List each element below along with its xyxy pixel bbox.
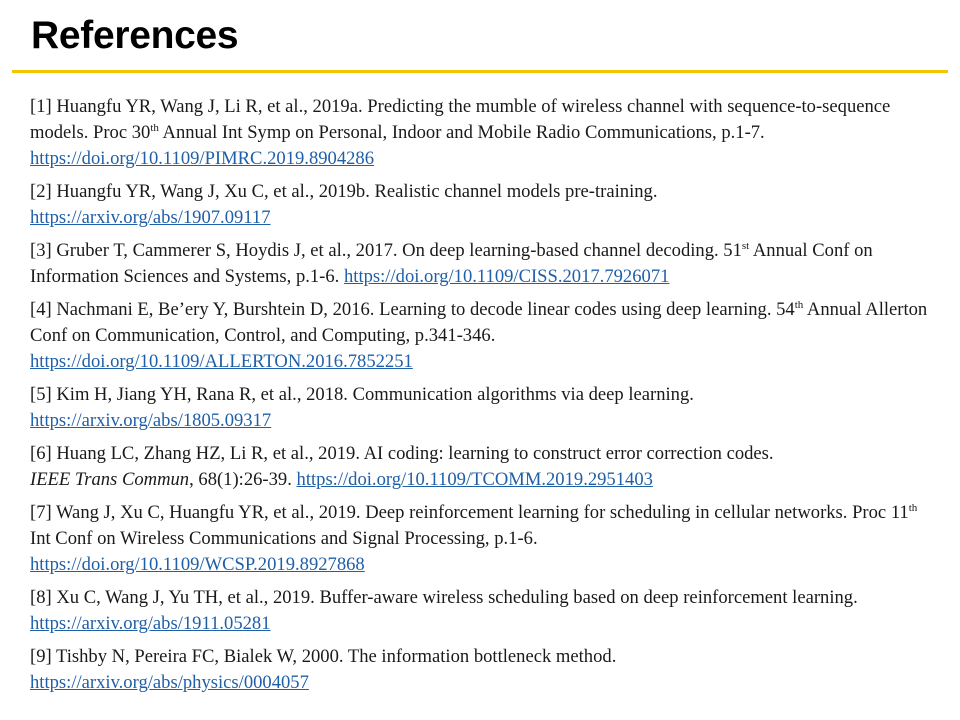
ordinal-suffix: st (741, 240, 750, 252)
reference-number: [2] (30, 181, 52, 202)
reference-item-2 (30, 179, 940, 231)
reference-text-cont: Annual Conf on Information Sciences and Systems, p.1-6. (30, 240, 873, 287)
reference-item-3 (30, 238, 940, 290)
reference-text: Huang LC, Zhang HZ, Li R, et al., 2019. AI coding: learning to construct error correction codes. (56, 443, 774, 464)
reference-number: [8] (30, 587, 52, 608)
reference-link[interactable]: https://doi.org/10.1109/WCSP.2019.8927868 (30, 554, 365, 575)
reference-link[interactable]: https://doi.org/10.1109/TCOMM.2019.2951403 (296, 469, 653, 490)
reference-number: [9] (30, 646, 52, 667)
reference-number: [5] (30, 384, 52, 405)
reference-text: Gruber T, Cammerer S, Hoydis J, et al., 2017. On deep learning-based channel decoding. 51 (56, 240, 742, 261)
reference-text: Kim H, Jiang YH, Rana R, et al., 2018. Communication algorithms via deep learning. (56, 384, 694, 405)
reference-text-cont: , 68(1):26-39. (189, 469, 292, 490)
ordinal-suffix: th (908, 502, 918, 514)
reference-link[interactable]: https://arxiv.org/abs/physics/0004057 (30, 672, 309, 693)
reference-number: [7] (30, 502, 52, 523)
reference-list (30, 94, 940, 703)
reference-text-cont: Annual Allerton Conf on Communication, Control, and Computing, p.341-346. (30, 299, 928, 346)
reference-text: Tishby N, Pereira FC, Bialek W, 2000. The information bottleneck method. (56, 646, 617, 667)
reference-item-4 (30, 297, 940, 375)
reference-text: Nachmani E, Be’ery Y, Burshtein D, 2016. Learning to decode linear codes using deep learning. 54 (56, 299, 795, 320)
reference-text: Xu C, Wang J, Yu TH, et al., 2019. Buffer-aware wireless scheduling based on deep reinforcement learning. (56, 587, 858, 608)
title-divider (12, 70, 948, 73)
reference-link[interactable]: https://doi.org/10.1109/CISS.2017.7926071 (343, 266, 670, 287)
reference-text-cont: Annual Int Symp on Personal, Indoor and Mobile Radio Communications, p.1-7. (158, 122, 765, 143)
reference-number: [6] (30, 443, 52, 464)
ordinal-suffix: th (150, 122, 159, 134)
reference-link[interactable]: https://doi.org/10.1109/PIMRC.2019.8904286 (30, 148, 375, 169)
reference-link[interactable]: https://arxiv.org/abs/1805.09317 (30, 410, 272, 431)
reference-item-9 (30, 644, 940, 696)
reference-item-8 (30, 585, 940, 637)
reference-number: [4] (30, 299, 52, 320)
reference-number: [1] (30, 96, 52, 117)
reference-item-6 (30, 441, 940, 493)
reference-item-7 (30, 500, 940, 578)
reference-link[interactable]: https://arxiv.org/abs/1907.09117 (30, 207, 271, 228)
reference-link[interactable]: https://doi.org/10.1109/ALLERTON.2016.7852251 (30, 351, 413, 372)
reference-item-5 (30, 382, 940, 434)
reference-link[interactable]: https://arxiv.org/abs/1911.05281 (30, 613, 271, 634)
reference-item-1 (30, 94, 940, 172)
reference-text-cont: Int Conf on Wireless Communications and Signal Processing, p.1-6. (30, 528, 538, 549)
reference-number: [3] (30, 240, 52, 261)
reference-text: Wang J, Xu C, Huangfu YR, et al., 2019. Deep reinforcement learning for scheduling in cellular networks. Proc 11 (56, 502, 909, 523)
reference-text: Huangfu YR, Wang J, Xu C, et al., 2019b. Realistic channel models pre-training. (56, 181, 658, 202)
ordinal-suffix: th (794, 299, 804, 311)
journal-name: IEEE Trans Commun (30, 469, 190, 490)
page-title: References (31, 14, 239, 57)
reference-text: Huangfu YR, Wang J, Li R, et al., 2019a. Predicting the mumble of wireless channel with sequence-to-sequence models. Proc 30 (30, 96, 891, 143)
